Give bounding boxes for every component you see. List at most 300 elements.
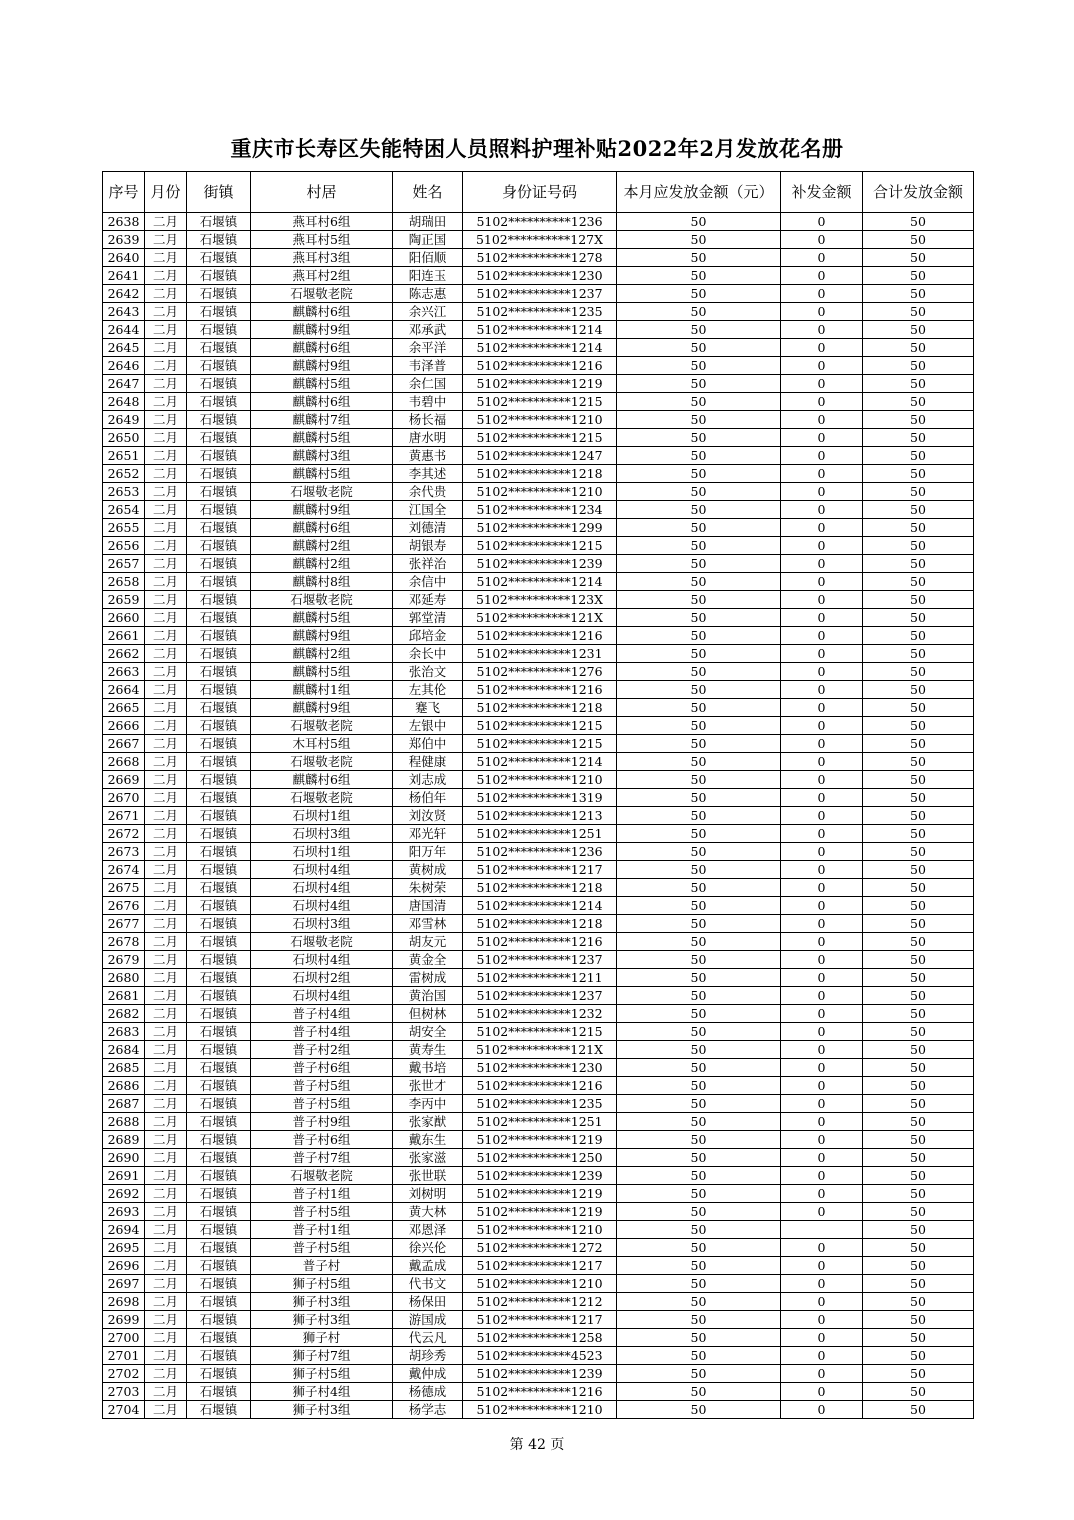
cell-village: 狮子村 — [251, 1329, 393, 1347]
cell-index: 2674 — [103, 861, 145, 879]
cell-index: 2657 — [103, 555, 145, 573]
table-row — [103, 375, 974, 393]
cell-id-number: 5102**********1230 — [463, 1059, 617, 1077]
cell-name: 陈志惠 — [393, 285, 463, 303]
cell-month: 二月 — [145, 1185, 187, 1203]
cell-village: 麒麟村5组 — [251, 465, 393, 483]
cell-month: 二月 — [145, 1401, 187, 1419]
cell-total: 50 — [863, 537, 974, 555]
table-row — [103, 1275, 974, 1293]
cell-total: 50 — [863, 789, 974, 807]
table-row — [103, 285, 974, 303]
cell-total: 50 — [863, 1203, 974, 1221]
cell-index: 2670 — [103, 789, 145, 807]
table-row — [103, 1239, 974, 1257]
cell-monthly-amount: 50 — [617, 249, 781, 267]
cell-id-number: 5102**********121X — [463, 1041, 617, 1059]
cell-supplement: 0 — [781, 1149, 863, 1167]
cell-supplement: 0 — [781, 1185, 863, 1203]
cell-supplement: 0 — [781, 789, 863, 807]
cell-supplement: 0 — [781, 519, 863, 537]
cell-month: 二月 — [145, 825, 187, 843]
cell-village: 麒麟村6组 — [251, 339, 393, 357]
cell-village: 麒麟村2组 — [251, 537, 393, 555]
cell-month: 二月 — [145, 1149, 187, 1167]
cell-village: 普子村7组 — [251, 1149, 393, 1167]
table-row — [103, 1203, 974, 1221]
cell-index: 2682 — [103, 1005, 145, 1023]
cell-total: 50 — [863, 1041, 974, 1059]
cell-supplement: 0 — [781, 897, 863, 915]
cell-name: 游国成 — [393, 1311, 463, 1329]
cell-month: 二月 — [145, 573, 187, 591]
cell-month: 二月 — [145, 1167, 187, 1185]
cell-month: 二月 — [145, 681, 187, 699]
cell-total: 50 — [863, 1221, 974, 1239]
table-row — [103, 879, 974, 897]
cell-name: 左银中 — [393, 717, 463, 735]
cell-town: 石堰镇 — [187, 573, 251, 591]
cell-town: 石堰镇 — [187, 483, 251, 501]
cell-id-number: 5102**********1239 — [463, 1167, 617, 1185]
cell-village: 麒麟村6组 — [251, 771, 393, 789]
cell-name: 郑伯中 — [393, 735, 463, 753]
cell-id-number: 5102**********1210 — [463, 411, 617, 429]
cell-month: 二月 — [145, 645, 187, 663]
cell-village: 麒麟村9组 — [251, 321, 393, 339]
cell-village: 麒麟村6组 — [251, 519, 393, 537]
cell-town: 石堰镇 — [187, 1221, 251, 1239]
cell-index: 2676 — [103, 897, 145, 915]
table-row — [103, 627, 974, 645]
cell-village: 麒麟村9组 — [251, 627, 393, 645]
cell-monthly-amount: 50 — [617, 1095, 781, 1113]
cell-village: 燕耳村6组 — [251, 213, 393, 231]
table-row — [103, 1023, 974, 1041]
table-row — [103, 1077, 974, 1095]
cell-name: 邓光轩 — [393, 825, 463, 843]
cell-id-number: 5102**********1251 — [463, 1113, 617, 1131]
cell-total: 50 — [863, 1257, 974, 1275]
cell-town: 石堰镇 — [187, 789, 251, 807]
cell-index: 2673 — [103, 843, 145, 861]
cell-supplement: 0 — [781, 645, 863, 663]
cell-id-number: 5102**********1216 — [463, 1077, 617, 1095]
cell-town: 石堰镇 — [187, 969, 251, 987]
cell-name: 李其述 — [393, 465, 463, 483]
cell-town: 石堰镇 — [187, 303, 251, 321]
cell-index: 2643 — [103, 303, 145, 321]
cell-total: 50 — [863, 1023, 974, 1041]
cell-name: 戴东生 — [393, 1131, 463, 1149]
cell-name: 余兴江 — [393, 303, 463, 321]
table-row — [103, 555, 974, 573]
table-row — [103, 951, 974, 969]
table-body — [103, 213, 974, 1419]
cell-supplement: 0 — [781, 321, 863, 339]
table-row — [103, 1185, 974, 1203]
table-row — [103, 807, 974, 825]
cell-monthly-amount: 50 — [617, 681, 781, 699]
col-header-id-number: 身份证号码 — [463, 172, 617, 213]
cell-id-number: 5102**********1219 — [463, 1185, 617, 1203]
table-row — [103, 861, 974, 879]
table-row — [103, 1005, 974, 1023]
cell-monthly-amount: 50 — [617, 1257, 781, 1275]
cell-town: 石堰镇 — [187, 771, 251, 789]
cell-index: 2695 — [103, 1239, 145, 1257]
table-row — [103, 825, 974, 843]
cell-supplement: 0 — [781, 1401, 863, 1419]
cell-village: 石坝村4组 — [251, 879, 393, 897]
cell-town: 石堰镇 — [187, 1095, 251, 1113]
cell-id-number: 5102**********1216 — [463, 627, 617, 645]
cell-name: 胡珍秀 — [393, 1347, 463, 1365]
cell-supplement: 0 — [781, 339, 863, 357]
table-row — [103, 393, 974, 411]
cell-total: 50 — [863, 429, 974, 447]
cell-index: 2653 — [103, 483, 145, 501]
cell-village: 燕耳村5组 — [251, 231, 393, 249]
cell-id-number: 5102**********1218 — [463, 915, 617, 933]
cell-supplement: 0 — [781, 537, 863, 555]
cell-supplement: 0 — [781, 735, 863, 753]
cell-name: 戴仲成 — [393, 1365, 463, 1383]
cell-month: 二月 — [145, 609, 187, 627]
cell-id-number: 5102**********1215 — [463, 537, 617, 555]
cell-id-number: 5102**********1258 — [463, 1329, 617, 1347]
table-row — [103, 483, 974, 501]
cell-index: 2651 — [103, 447, 145, 465]
cell-total: 50 — [863, 1383, 974, 1401]
cell-name: 雷树成 — [393, 969, 463, 987]
cell-monthly-amount: 50 — [617, 1113, 781, 1131]
cell-total: 50 — [863, 1167, 974, 1185]
cell-village: 石坝村4组 — [251, 861, 393, 879]
cell-total: 50 — [863, 699, 974, 717]
cell-town: 石堰镇 — [187, 807, 251, 825]
cell-town: 石堰镇 — [187, 1167, 251, 1185]
cell-month: 二月 — [145, 969, 187, 987]
cell-month: 二月 — [145, 753, 187, 771]
cell-town: 石堰镇 — [187, 879, 251, 897]
table-row — [103, 591, 974, 609]
cell-total: 50 — [863, 483, 974, 501]
cell-supplement: 0 — [781, 753, 863, 771]
cell-id-number: 5102**********1216 — [463, 681, 617, 699]
cell-town: 石堰镇 — [187, 627, 251, 645]
cell-month: 二月 — [145, 663, 187, 681]
cell-month: 二月 — [145, 1203, 187, 1221]
cell-town: 石堰镇 — [187, 1113, 251, 1131]
cell-total: 50 — [863, 393, 974, 411]
cell-id-number: 5102**********1217 — [463, 1257, 617, 1275]
cell-monthly-amount: 50 — [617, 627, 781, 645]
table-row — [103, 411, 974, 429]
cell-monthly-amount: 50 — [617, 447, 781, 465]
cell-index: 2697 — [103, 1275, 145, 1293]
cell-total: 50 — [863, 735, 974, 753]
table-row — [103, 1221, 974, 1239]
cell-monthly-amount: 50 — [617, 285, 781, 303]
table-row — [103, 519, 974, 537]
cell-name: 胡友元 — [393, 933, 463, 951]
cell-total: 50 — [863, 1401, 974, 1419]
cell-total: 50 — [863, 339, 974, 357]
cell-supplement: 0 — [781, 627, 863, 645]
cell-monthly-amount: 50 — [617, 1131, 781, 1149]
cell-village: 狮子村3组 — [251, 1401, 393, 1419]
cell-month: 二月 — [145, 465, 187, 483]
cell-monthly-amount: 50 — [617, 321, 781, 339]
cell-town: 石堰镇 — [187, 249, 251, 267]
cell-supplement: 0 — [781, 1383, 863, 1401]
cell-name: 郭堂清 — [393, 609, 463, 627]
cell-month: 二月 — [145, 411, 187, 429]
document-title: 重庆市长寿区失能特困人员照料护理补贴2022年2月发放花名册 — [230, 136, 844, 161]
cell-month: 二月 — [145, 771, 187, 789]
cell-monthly-amount: 50 — [617, 1077, 781, 1095]
cell-monthly-amount: 50 — [617, 645, 781, 663]
table-row — [103, 267, 974, 285]
cell-total: 50 — [863, 375, 974, 393]
cell-name: 邱培金 — [393, 627, 463, 645]
cell-month: 二月 — [145, 807, 187, 825]
cell-id-number: 5102**********1219 — [463, 375, 617, 393]
cell-monthly-amount: 50 — [617, 393, 781, 411]
cell-town: 石堰镇 — [187, 699, 251, 717]
cell-name: 代云凡 — [393, 1329, 463, 1347]
cell-id-number: 5102**********1276 — [463, 663, 617, 681]
cell-index: 2650 — [103, 429, 145, 447]
table-header-row — [103, 172, 974, 213]
cell-total: 50 — [863, 663, 974, 681]
cell-village: 麒麟村1组 — [251, 681, 393, 699]
cell-town: 石堰镇 — [187, 609, 251, 627]
cell-index: 2685 — [103, 1059, 145, 1077]
table-row — [103, 1167, 974, 1185]
cell-monthly-amount: 50 — [617, 429, 781, 447]
cell-village: 麒麟村9组 — [251, 501, 393, 519]
cell-total: 50 — [863, 1185, 974, 1203]
cell-index: 2645 — [103, 339, 145, 357]
cell-town: 石堰镇 — [187, 501, 251, 519]
cell-month: 二月 — [145, 285, 187, 303]
col-header-name: 姓名 — [393, 172, 463, 213]
cell-town: 石堰镇 — [187, 717, 251, 735]
cell-month: 二月 — [145, 897, 187, 915]
cell-name: 张祥治 — [393, 555, 463, 573]
cell-town: 石堰镇 — [187, 1311, 251, 1329]
cell-id-number: 5102**********1214 — [463, 321, 617, 339]
cell-month: 二月 — [145, 1221, 187, 1239]
cell-index: 2704 — [103, 1401, 145, 1419]
cell-supplement: 0 — [781, 591, 863, 609]
cell-index: 2678 — [103, 933, 145, 951]
cell-index: 2652 — [103, 465, 145, 483]
cell-id-number: 5102**********1214 — [463, 753, 617, 771]
cell-total: 50 — [863, 1095, 974, 1113]
cell-total: 50 — [863, 1077, 974, 1095]
cell-month: 二月 — [145, 357, 187, 375]
cell-id-number: 5102**********1216 — [463, 933, 617, 951]
cell-month: 二月 — [145, 267, 187, 285]
cell-total: 50 — [863, 1149, 974, 1167]
cell-month: 二月 — [145, 1329, 187, 1347]
cell-village: 麒麟村2组 — [251, 555, 393, 573]
cell-supplement: 0 — [781, 267, 863, 285]
cell-village: 普子村6组 — [251, 1059, 393, 1077]
cell-id-number: 5102**********1299 — [463, 519, 617, 537]
cell-month: 二月 — [145, 951, 187, 969]
cell-town: 石堰镇 — [187, 1293, 251, 1311]
cell-monthly-amount: 50 — [617, 951, 781, 969]
cell-village: 燕耳村3组 — [251, 249, 393, 267]
cell-monthly-amount: 50 — [617, 1329, 781, 1347]
cell-id-number: 5102**********1211 — [463, 969, 617, 987]
cell-index: 2660 — [103, 609, 145, 627]
cell-index: 2655 — [103, 519, 145, 537]
cell-index: 2661 — [103, 627, 145, 645]
cell-id-number: 5102**********1210 — [463, 483, 617, 501]
cell-supplement: 0 — [781, 987, 863, 1005]
cell-monthly-amount: 50 — [617, 303, 781, 321]
cell-name: 李丙中 — [393, 1095, 463, 1113]
cell-village: 石堰敬老院 — [251, 933, 393, 951]
col-header-total: 合计发放金额 — [863, 172, 974, 213]
cell-month: 二月 — [145, 1131, 187, 1149]
cell-total: 50 — [863, 1329, 974, 1347]
cell-town: 石堰镇 — [187, 1203, 251, 1221]
cell-index: 2691 — [103, 1167, 145, 1185]
cell-supplement: 0 — [781, 1275, 863, 1293]
cell-monthly-amount: 50 — [617, 1203, 781, 1221]
table-row — [103, 1059, 974, 1077]
cell-town: 石堰镇 — [187, 357, 251, 375]
cell-town: 石堰镇 — [187, 411, 251, 429]
cell-village: 麒麟村7组 — [251, 411, 393, 429]
cell-month: 二月 — [145, 249, 187, 267]
cell-total: 50 — [863, 555, 974, 573]
cell-month: 二月 — [145, 1023, 187, 1041]
cell-supplement: 0 — [781, 555, 863, 573]
cell-village: 普子村5组 — [251, 1203, 393, 1221]
cell-index: 2646 — [103, 357, 145, 375]
cell-town: 石堰镇 — [187, 321, 251, 339]
cell-supplement: 0 — [781, 1077, 863, 1095]
cell-month: 二月 — [145, 537, 187, 555]
cell-town: 石堰镇 — [187, 681, 251, 699]
cell-month: 二月 — [145, 717, 187, 735]
page-number: 第 42 页 — [509, 1437, 565, 1453]
cell-id-number: 5102**********1236 — [463, 843, 617, 861]
cell-town: 石堰镇 — [187, 843, 251, 861]
cell-monthly-amount: 50 — [617, 789, 781, 807]
cell-town: 石堰镇 — [187, 897, 251, 915]
cell-monthly-amount: 50 — [617, 771, 781, 789]
cell-month: 二月 — [145, 1383, 187, 1401]
cell-supplement: 0 — [781, 375, 863, 393]
table-row — [103, 753, 974, 771]
cell-supplement: 0 — [781, 213, 863, 231]
cell-village: 麒麟村2组 — [251, 645, 393, 663]
cell-village: 燕耳村2组 — [251, 267, 393, 285]
cell-town: 石堰镇 — [187, 1077, 251, 1095]
cell-name: 阳佰顺 — [393, 249, 463, 267]
cell-name: 刘汝贤 — [393, 807, 463, 825]
cell-town: 石堰镇 — [187, 447, 251, 465]
cell-supplement: 0 — [781, 1239, 863, 1257]
cell-index: 2692 — [103, 1185, 145, 1203]
cell-monthly-amount: 50 — [617, 213, 781, 231]
cell-monthly-amount: 50 — [617, 267, 781, 285]
cell-monthly-amount: 50 — [617, 1185, 781, 1203]
cell-total: 50 — [863, 861, 974, 879]
cell-index: 2659 — [103, 591, 145, 609]
cell-index: 2666 — [103, 717, 145, 735]
cell-supplement: 0 — [781, 1005, 863, 1023]
col-header-town: 街镇 — [187, 172, 251, 213]
cell-village: 石坝村2组 — [251, 969, 393, 987]
table-row — [103, 303, 974, 321]
table-row — [103, 1149, 974, 1167]
cell-month: 二月 — [145, 1239, 187, 1257]
cell-id-number: 5102**********1213 — [463, 807, 617, 825]
cell-total: 50 — [863, 969, 974, 987]
cell-id-number: 5102**********1217 — [463, 1311, 617, 1329]
cell-month: 二月 — [145, 1293, 187, 1311]
cell-supplement: 0 — [781, 1347, 863, 1365]
cell-town: 石堰镇 — [187, 519, 251, 537]
cell-village: 狮子村7组 — [251, 1347, 393, 1365]
cell-monthly-amount: 50 — [617, 1311, 781, 1329]
table-row — [103, 897, 974, 915]
table-row — [103, 933, 974, 951]
cell-index: 2641 — [103, 267, 145, 285]
cell-month: 二月 — [145, 861, 187, 879]
cell-supplement: 0 — [781, 285, 863, 303]
cell-name: 但树林 — [393, 1005, 463, 1023]
cell-town: 石堰镇 — [187, 1149, 251, 1167]
table-row — [103, 321, 974, 339]
cell-month: 二月 — [145, 987, 187, 1005]
cell-monthly-amount: 50 — [617, 501, 781, 519]
table-row — [103, 1383, 974, 1401]
cell-village: 狮子村4组 — [251, 1383, 393, 1401]
cell-town: 石堰镇 — [187, 393, 251, 411]
cell-index: 2699 — [103, 1311, 145, 1329]
table-row — [103, 789, 974, 807]
cell-index: 2649 — [103, 411, 145, 429]
cell-village: 普子村6组 — [251, 1131, 393, 1149]
table-row — [103, 357, 974, 375]
cell-month: 二月 — [145, 519, 187, 537]
table-row — [103, 213, 974, 231]
cell-town: 石堰镇 — [187, 1347, 251, 1365]
cell-id-number: 5102**********1215 — [463, 717, 617, 735]
cell-monthly-amount: 50 — [617, 825, 781, 843]
cell-id-number: 5102**********1232 — [463, 1005, 617, 1023]
cell-village: 普子村4组 — [251, 1023, 393, 1041]
table-row — [103, 663, 974, 681]
cell-name: 黄惠书 — [393, 447, 463, 465]
cell-id-number: 5102**********1214 — [463, 339, 617, 357]
table-row — [103, 465, 974, 483]
cell-month: 二月 — [145, 393, 187, 411]
cell-id-number: 5102**********1210 — [463, 1221, 617, 1239]
cell-monthly-amount: 50 — [617, 411, 781, 429]
cell-id-number: 5102**********1215 — [463, 393, 617, 411]
